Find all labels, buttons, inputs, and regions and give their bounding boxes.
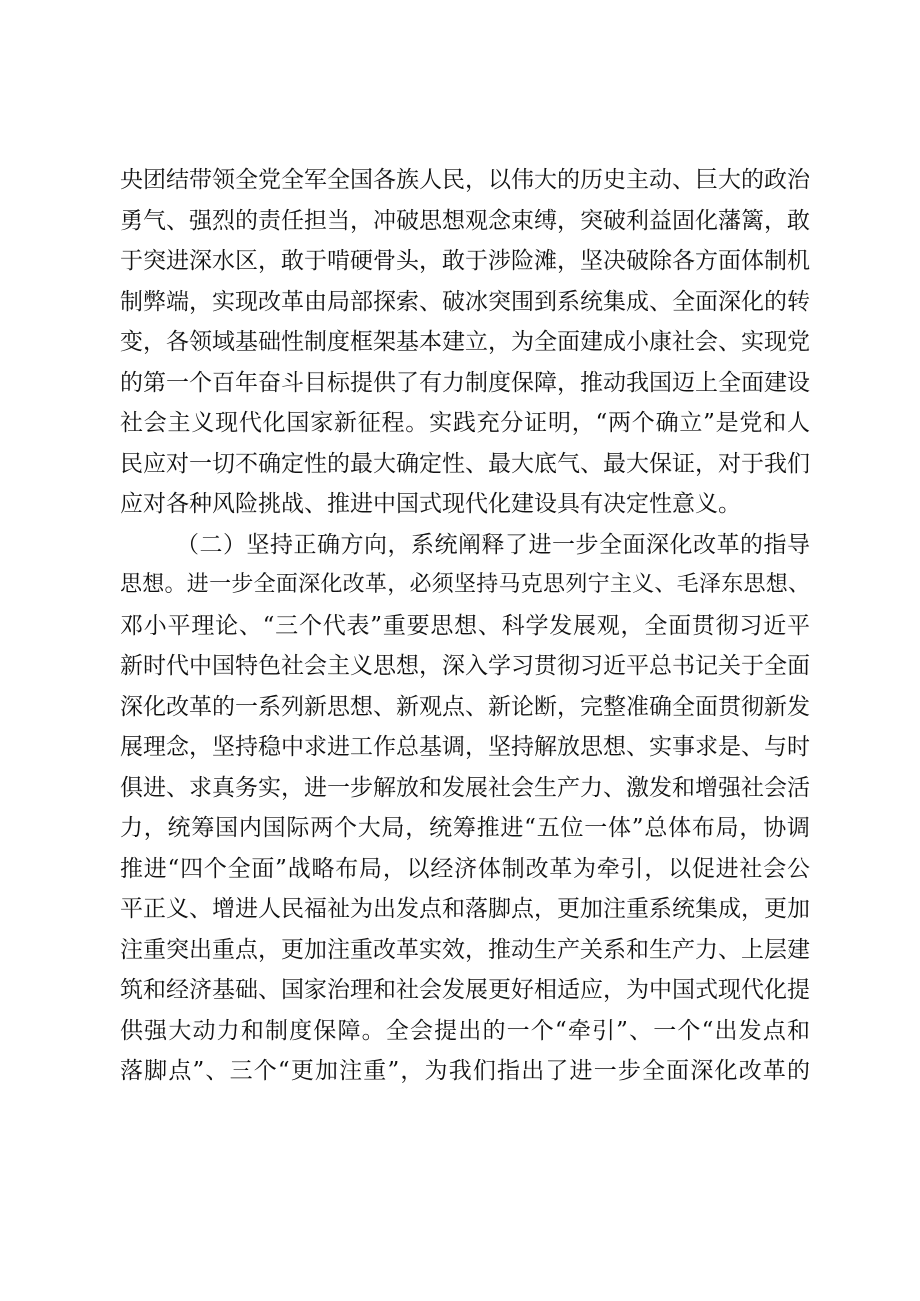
text-line: 民应对一切不确定性的最大确定性、最大底气、最大保证，对于我们	[120, 450, 810, 477]
text-line: 变，各领域基础性制度框架基本建立，为全面建成小康社会、实现党	[120, 329, 810, 355]
text-line: 供强大动力和制度保障。全会提出的一个“牵引”、一个“出发点和	[120, 1017, 810, 1044]
text-line: 落脚点”、三个“更加注重”，为我们指出了进一步全面深化改革的	[120, 1058, 810, 1084]
text-line: 俱进、求真务实，进一步解放和发展社会生产力、激发和增强社会活	[120, 774, 810, 801]
text-line: 央团结带领全党全军全国各族人民，以伟大的历史主动、巨大的政治	[120, 167, 810, 193]
text-line: 力，统筹国内国际两个大局，统筹推进“五位一体”总体布局，协调	[120, 815, 810, 841]
text-line: 注重突出重点，更加注重改革实效，推动生产关系和生产力、上层建	[120, 936, 810, 963]
text-line: 勇气、强烈的责任担当，冲破思想观念束缚，突破利益固化藩篱，敢	[120, 207, 810, 234]
text-line: 展理念，坚持稳中求进工作总基调，坚持解放思想、实事求是、与时	[120, 734, 810, 760]
text-line: 于突进深水区，敢于啃硬骨头，敢于涉险滩，坚决破除各方面体制机	[120, 248, 810, 274]
paragraph-end-line: 应对各种风险挑战、推进中国式现代化建设具有决定性意义。	[120, 491, 741, 517]
text-line: 思想。进一步全面深化改革，必须坚持马克思列宁主义、毛泽东思想、	[120, 572, 810, 597]
text-line: 筑和经济基础、国家治理和社会发展更好相适应，为中国式现代化提	[120, 977, 810, 1003]
section-heading-line: （二）坚持正确方向，系统阐释了进一步全面深化改革的指导	[176, 531, 810, 558]
text-line: 深化改革的一系列新思想、新观点、新论断，完整准确全面贯彻新发	[120, 693, 810, 720]
text-line: 邓小平理论、“三个代表”重要思想、科学发展观，全面贯彻习近平	[120, 612, 810, 639]
text-line: 的第一个百年奋斗目标提供了有力制度保障，推动我国迈上全面建设	[120, 369, 810, 396]
text-line: 推进“四个全面”战略布局，以经济体制改革为牵引，以促进社会公	[120, 855, 810, 882]
text-line: 制弊端，实现改革由局部探索、破冰突围到系统集成、全面深化的转	[120, 288, 810, 315]
text-line: 新时代中国特色社会主义思想，深入学习贯彻习近平总书记关于全面	[120, 653, 810, 679]
text-line: 社会主义现代化国家新征程。实践充分证明，“两个确立”是党和人	[120, 410, 810, 436]
text-line: 平正义、增进人民福祉为出发点和落脚点，更加注重系统集成，更加	[120, 896, 810, 922]
document-body	[120, 160, 810, 1092]
